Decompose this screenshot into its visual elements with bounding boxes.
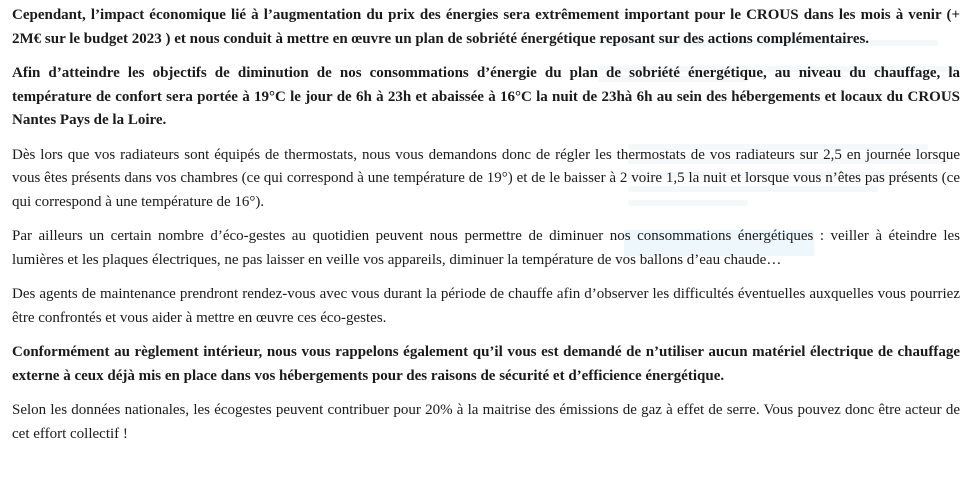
paragraph-heating-targets: Afin d’atteindre les objectifs de diminution de nos consommations d’énergie du plan de sobriété énergétique, au niveau du chauffage, la température de confort sera portée à 19°C le jour de 6h à 23h et abaissée à 16°C la nuit de 23hà 6h au sein des hébergements et locaux du CROUS Nantes Pays de la Loire. bbox=[12, 65, 960, 128]
paragraph-rules-reminder: Conformément au règlement intérieur, nous vous rappelons également qu’il vous est demandé de n’utiliser aucun matériel électrique de chauffage externe à ceux déjà mis en place dans vos hébergements pour des raisons de sécurité et d’efficience énergétique. bbox=[12, 344, 960, 384]
paragraph-national-data: Selon les données nationales, les écogestes peuvent contribuer pour 20% à la maitrise des émissions de gaz à effet de serre. Vous pouvez donc être acteur de cet effort collectif ! bbox=[12, 402, 960, 442]
paragraph-maintenance-agents: Des agents de maintenance prendront rendez-vous avec vous durant la période de chauffe afin d’observer les difficultés éventuelles auxquelles vous pourriez être confrontés et vous aider à mettre en œuvre ces éco-gestes. bbox=[12, 286, 960, 326]
paragraph-thermostat-instructions: Dès lors que vos radiateurs sont équipés de thermostats, nous vous demandons donc de régler les thermostats de vos radiateurs sur 2,5 en journée lorsque vous êtes présents dans vos chambres (ce qui correspond à une température de 19°) et de le baisser à 2 voire 1,5 la nuit et lorsque vous n’êtes pas présents (ce qui correspond à une température de 16°). bbox=[12, 146, 960, 210]
paragraph-eco-gestures: Par ailleurs un certain nombre d’éco-gestes au quotidien peuvent nous permettre de diminuer nos consommations énergétiques : veiller à éteindre les lumières et les plaques électriques, ne pas laisser en veille vos appareils, diminuer la température de vos ballons d’eau chaude… bbox=[12, 228, 960, 268]
paragraph-economic-impact: Cependant, l’impact économique lié à l’augmentation du prix des énergies sera extrêmement important pour le CROUS dans les mois à venir (+ 2M€ sur le budget 2023 ) et nous conduit à mettre en œuvre un plan de sobriété énergétique reposant sur des actions complémentaires. bbox=[12, 7, 960, 47]
document-body bbox=[12, 4, 960, 457]
